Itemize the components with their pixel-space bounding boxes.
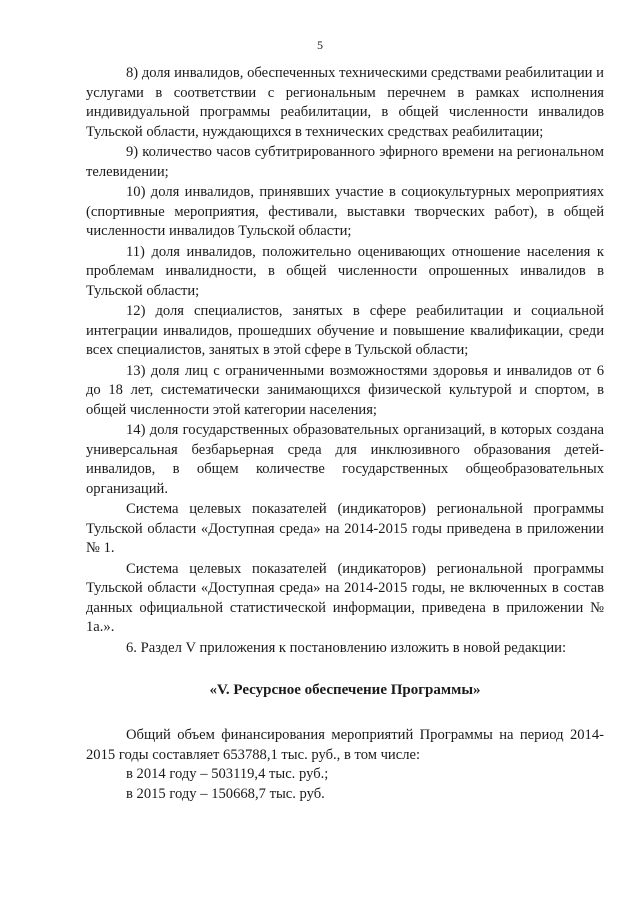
section-heading: «V. Ресурсное обеспечение Программы» xyxy=(209,682,481,698)
document-body xyxy=(86,64,604,804)
list-item-11: 11) доля инвалидов, положительно оценивающих отношение населения к проблемам инвалидности, в общей численности опрошенных инвалидов в Тульской области; xyxy=(86,243,604,299)
list-item-14: 14) доля государственных образовательных организаций, в которых создана универсальная безбарьерная среда для инклюзивного образования детей-инвалидов, в общем количестве государственных общеобразовательных организаций. xyxy=(86,422,604,497)
list-item-10: 10) доля инвалидов, принявших участие в социокультурных мероприятиях (спортивные мероприятия, фестивали, выставки творческих работ), в общей численности инвалидов Тульской области; xyxy=(86,184,604,239)
paragraph-total-financing: Общий объем финансирования мероприятий Программы на период 2014-2015 годы составляет 653788,1 тыс. руб., в том числе: xyxy=(86,727,604,763)
paragraph-section-6: 6. Раздел V приложения к постановлению изложить в новой редакции: xyxy=(126,639,566,656)
list-item-9: 9) количество часов субтитрированного эфирного времени на региональном телевидении; xyxy=(86,144,604,180)
list-item-13: 13) доля лиц с ограниченными возможностями здоровья и инвалидов от 6 до 18 лет, систематически занимающихся физической культурой и спортом, в общей численности этой категории населения; xyxy=(86,362,604,418)
list-item-12: 12) доля специалистов, занятых в сфере реабилитации и социальной интеграции инвалидов, прошедших обучение и повышение квалификации, среди всех специалистов, занятых в этой сфере в Тульской области; xyxy=(86,303,604,358)
page-number: 5 xyxy=(317,38,323,52)
financing-2014: в 2014 году – 503119,4 тыс. руб.; xyxy=(126,766,329,782)
paragraph-indicator-system-1: Система целевых показателей (индикаторов) региональной программы Тульской области «Доступная среда» на 2014-2015 годы приведена в приложении № 1. xyxy=(86,501,604,556)
list-item-8: 8) доля инвалидов, обеспеченных техническими средствами реабилитации и услугами в соответствии с региональным перечнем в рамках исполнения индивидуальной программы реабилитации, в общей численности инвалидов Тульской области, нуждающихся в технических средствах реабилитации; xyxy=(86,65,604,140)
financing-2015: в 2015 году – 150668,7 тыс. руб. xyxy=(126,785,325,802)
paragraph-indicator-system-1a: Система целевых показателей (индикаторов) региональной программы Тульской области «Доступная среда» на 2014-2015 годы, не включенных в состав данных официальной статистической информации, приведена в приложении № 1а.». xyxy=(86,560,604,635)
